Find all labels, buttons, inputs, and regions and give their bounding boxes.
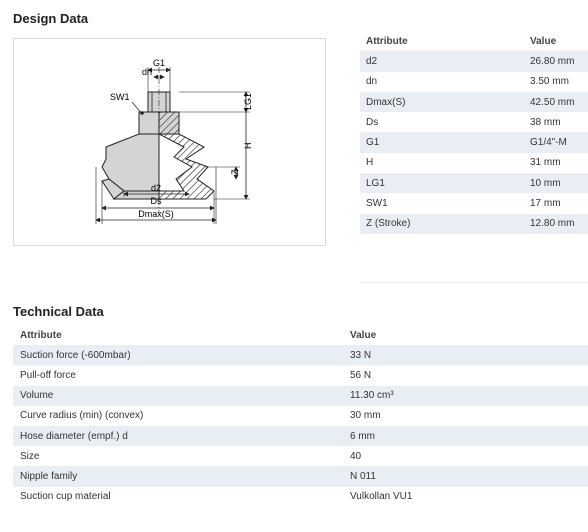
attribute-cell: SW1 [366, 198, 388, 210]
dmax-label: Dmax(S) [138, 209, 174, 219]
technical-drawing-svg [14, 39, 327, 247]
attribute-cell: dn [366, 76, 378, 88]
attribute-cell: Size [20, 450, 40, 462]
table-row [360, 173, 588, 193]
table-row [13, 426, 588, 446]
value-cell: 12.80 mm [524, 214, 588, 234]
attribute-header: Attribute [20, 329, 62, 341]
attribute-cell: Pull-off force [20, 369, 76, 381]
technical-data-table [13, 325, 588, 507]
section-divider [360, 282, 588, 283]
value-cell: N 011 [343, 466, 588, 486]
ds-label: Ds [150, 196, 162, 206]
d2-label: d2 [150, 183, 162, 193]
table-header-row [13, 325, 588, 345]
attribute-cell: G1 [360, 132, 524, 152]
table-row [13, 406, 588, 426]
h-label: H [243, 142, 253, 149]
attribute-cell: Hose diameter (empf.) d [13, 426, 343, 446]
technical-data-heading: Technical Data [13, 304, 104, 319]
table-row [13, 466, 588, 486]
table-row [360, 112, 588, 132]
table-row [360, 51, 588, 71]
value-cell: 11.30 cm³ [343, 386, 588, 406]
dn-label: dn [141, 67, 153, 77]
value-cell: 30 mm [350, 410, 381, 422]
table-row [13, 446, 588, 466]
attribute-cell: H [366, 157, 374, 169]
value-cell: 6 mm [343, 426, 588, 446]
value-cell: 42.50 mm [524, 92, 588, 112]
value-cell: 26.80 mm [524, 51, 588, 71]
value-header: Value [530, 35, 557, 47]
attribute-cell: Curve radius (min) (convex) [20, 410, 144, 422]
attribute-cell: LG1 [360, 173, 524, 193]
attribute-cell: Ds [366, 116, 379, 128]
table-row [360, 153, 588, 173]
suction-cup-drawing [13, 38, 326, 246]
attribute-cell: Suction force (-600mbar) [13, 345, 343, 365]
design-data-heading: Design Data [13, 11, 89, 26]
table-row [13, 365, 588, 385]
value-cell: 17 mm [530, 198, 561, 210]
value-cell: 56 N [350, 369, 372, 381]
table-header-row [360, 31, 588, 51]
table-row [13, 386, 588, 406]
sw1-label: SW1 [110, 92, 130, 102]
table-row [360, 72, 588, 92]
table-row [360, 92, 588, 112]
value-cell: G1/4"-M [524, 132, 588, 152]
value-cell: 38 mm [530, 116, 561, 128]
attribute-cell: Z (Stroke) [360, 214, 524, 234]
attribute-cell: Volume [13, 386, 343, 406]
table-row [360, 132, 588, 152]
value-header: Value [350, 329, 377, 341]
table-row [13, 345, 588, 365]
design-data-table [360, 31, 588, 234]
value-cell: 3.50 mm [530, 76, 569, 88]
value-cell: 40 [350, 450, 362, 462]
attribute-cell: Dmax(S) [360, 92, 524, 112]
value-cell: 10 mm [524, 173, 588, 193]
value-cell: 31 mm [530, 157, 561, 169]
table-row [360, 193, 588, 213]
lg1-label: LG1 [243, 92, 253, 110]
attribute-cell: Suction cup material [20, 491, 111, 503]
table-row [13, 487, 588, 507]
value-cell: 33 N [343, 345, 588, 365]
g1-label: G1 [152, 58, 166, 68]
attribute-header: Attribute [366, 35, 408, 47]
value-cell: Vulkollan VU1 [350, 491, 413, 503]
attribute-cell: Nipple family [13, 466, 343, 486]
table-row [360, 214, 588, 234]
z-label: Z [230, 169, 240, 175]
attribute-cell: d2 [360, 51, 524, 71]
